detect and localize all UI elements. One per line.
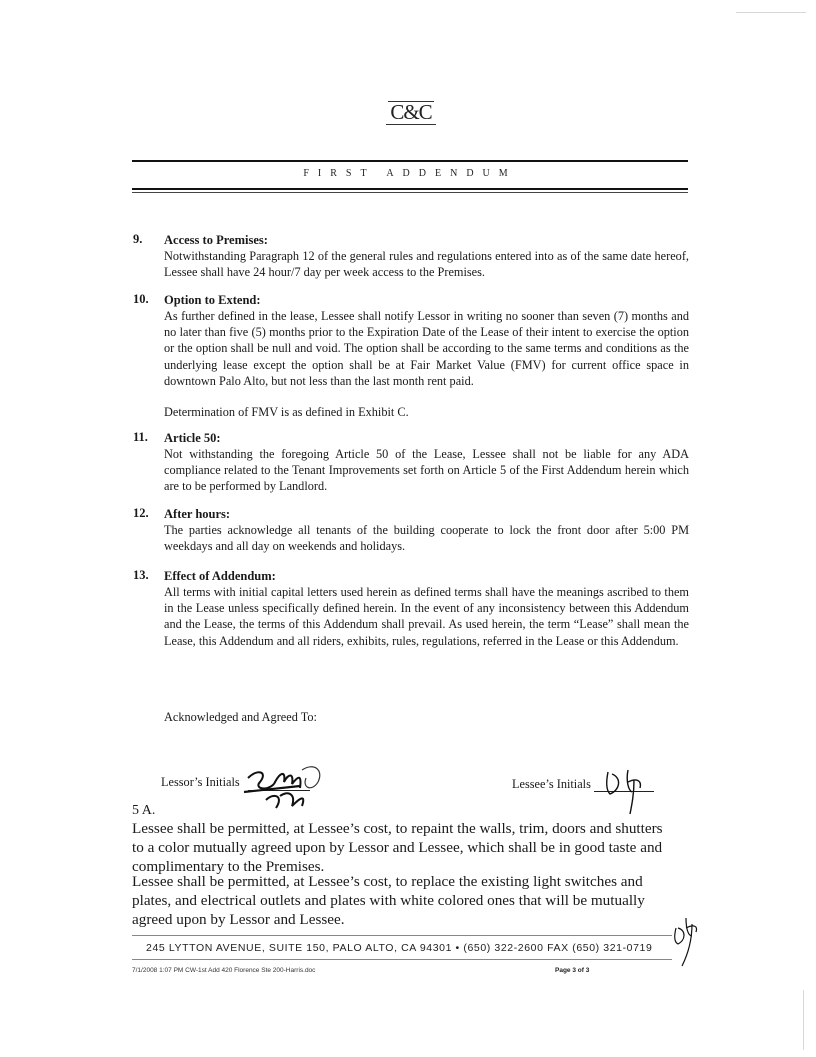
footer-address: 245 LYTTON AVENUE, SUITE 150, PALO ALTO, CA 94301 • (650) 322-2600 FAX (650) 321-0719: [146, 942, 653, 954]
header-rule-top: [132, 160, 688, 162]
section-heading: Access to Premises:: [164, 233, 268, 247]
margin-initials-signature: [664, 910, 704, 970]
section-heading: Option to Extend:: [164, 293, 261, 307]
section-paragraph: Notwithstanding Paragraph 12 of the general rules and regulations entered into as of the same date hereof, Lessee shall have 24 hour/7 day per week access to the Premises.: [164, 249, 689, 280]
footer-rule-bottom: [132, 959, 672, 960]
scan-edge-top: [736, 12, 806, 13]
clause-5a-paragraph-2: Lessee shall be permitted, at Lessee’s cost, to replace the existing light switches and plates, and electrical outlets and plates with white colored ones that will be mutually agreed upon by Lessor and Lessee.: [132, 873, 645, 928]
lessee-initials-label: Lessee’s Initials: [512, 777, 591, 791]
document-path: 7/1/2008 1:07 PM CW-1st Add 420 Florence Ste 200-Harris.doc: [132, 967, 316, 974]
section-paragraph: The parties acknowledge all tenants of the building cooperate to lock the front door after 5:00 PM weekdays and all day on weekends and holidays.: [164, 523, 689, 554]
footer-rule: [132, 935, 672, 936]
section-11: [133, 430, 689, 495]
section-heading: Article 50:: [164, 431, 221, 445]
section-number: 13.: [133, 568, 149, 582]
header-rule-bottom-thin: [132, 192, 688, 193]
section-heading: Effect of Addendum:: [164, 569, 276, 583]
clause-5a-number: 5 A.: [132, 803, 156, 818]
section-number: 12.: [133, 506, 149, 520]
section-12: [133, 506, 689, 554]
section-paragraph: Not withstanding the foregoing Article 50 of the Lease, Lessee shall not be liable for any ADA compliance related to the Tenant Improvements set forth on Article 5 of the First Addendum herein which are to be performed by Landlord.: [164, 447, 689, 494]
document-title: FIRST ADDENDUM: [303, 168, 517, 179]
page-number: Page 3 of 3: [555, 967, 590, 974]
section-heading: After hours:: [164, 507, 231, 521]
section-number: 10.: [133, 292, 149, 306]
header-rule-bottom: [132, 188, 688, 190]
section-paragraph: As further defined in the lease, Lessee shall notify Lessor in writing no sooner than seven (7) months and no later than five (5) months prior to the Expiration Date of the Lease of their intent to exercise the option or the option shall be null and void. The option shall be according to the same terms and conditions as the underlying lease except the option shall be at Fair Market Value (FMV) for current office space in downtown Palo Alto, but not less than the last month rent paid.: [164, 309, 689, 388]
company-logo: C&C: [390, 100, 432, 124]
lessor-initials-signature: [240, 748, 330, 818]
clause-5a-paragraph-1: Lessee shall be permitted, at Lessee’s cost, to repaint the walls, trim, doors and shutters to a color mutually agreed upon by Lessor and Lessee, which shall be in good taste and complimentary to the Premises.: [132, 820, 663, 875]
scan-edge-right: [803, 990, 804, 1050]
section-13: [133, 568, 689, 649]
acknowledgement-text: Acknowledged and Agreed To:: [164, 710, 317, 724]
logo-underline: [386, 124, 436, 125]
lessor-initials-label: Lessor’s Initials: [161, 775, 240, 789]
section-number: 11.: [133, 430, 148, 444]
section-paragraph: All terms with initial capital letters used herein as defined terms shall have the meanings ascribed to them in the Lease unless specifically defined herein. In the event of any inconsistency between this Addendum and the Lease, the terms of this Addendum shall prevail. As used herein, the term “Lease” shall mean the Lease, this Addendum and all riders, exhibits, rules, regulations, referred in the Lease or this Addendum.: [164, 585, 689, 648]
section-number: 9.: [133, 232, 143, 246]
section-9: [133, 232, 689, 280]
lessee-initials-signature: [598, 760, 658, 820]
section-10: [133, 292, 689, 420]
section-paragraph: Determination of FMV is as defined in Exhibit C.: [164, 405, 409, 420]
